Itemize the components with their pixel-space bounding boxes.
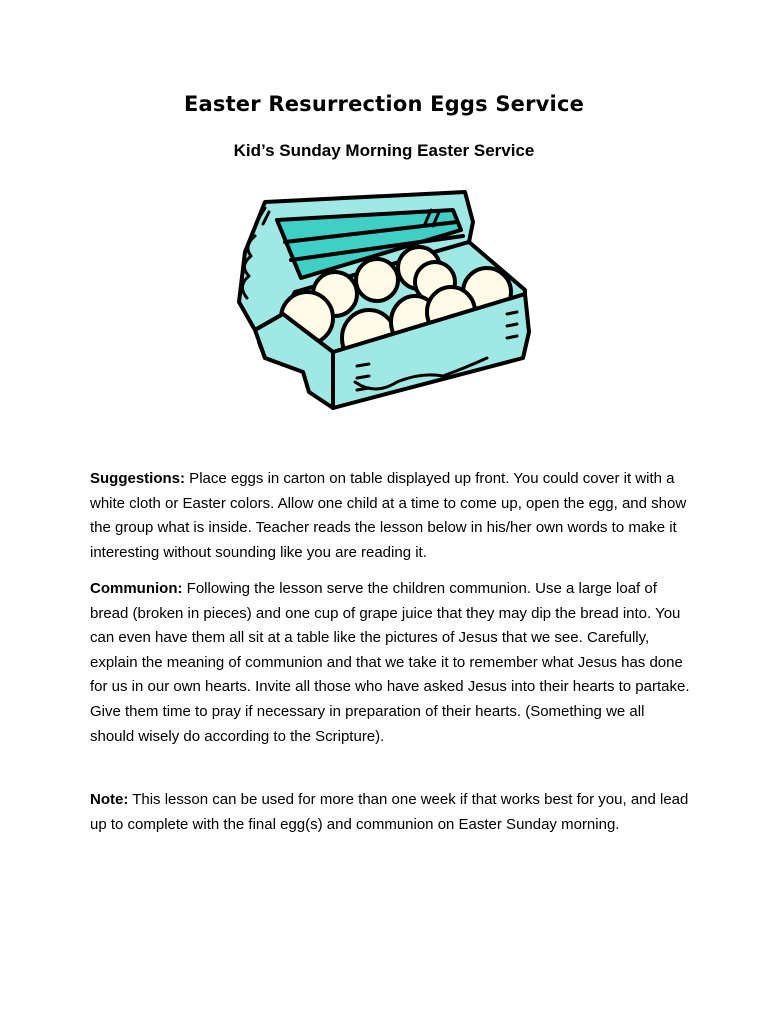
paragraph-label: Note:: [90, 791, 129, 808]
document-subtitle: Kid’s Sunday Morning Easter Service: [233, 141, 535, 160]
paragraph-communion: [90, 577, 690, 749]
paragraph-label: Suggestions:: [90, 470, 186, 487]
egg-carton-icon: [225, 182, 545, 414]
paragraph-text: This lesson can be used for more than one week if that works best for you, and lead up to complete with the final egg(s) and communion on Easter Sunday morning.: [90, 791, 689, 833]
paragraph-text: Place eggs in carton on table displayed up front. You could cover it with a white cloth or Easter colors. Allow one child at a time to come up, open the egg, and show the group what is inside. Teacher reads the lesson below in his/her own words to make it interesting without sounding like you are reading it.: [90, 470, 687, 561]
paragraph-suggestions: [90, 467, 690, 565]
paragraph-label: Communion:: [90, 580, 183, 597]
paragraph-note: [90, 788, 690, 837]
paragraph-text: Following the lesson serve the children communion. Use a large loaf of bread (broken in pieces) and one cup of grape juice that they may dip the bread into. You can even have them all sit at a table like the pictures of Jesus that we see. Carefully, explain the meaning of communion and that we take it to remember what Jesus has done for us in our own hearts. Invite all those who have asked Jesus into their hearts to partake. Give them time to pray if necessary in preparation of their hearts. (Something we all should wisely do according to the Scripture).: [90, 580, 690, 745]
document-title: Easter Resurrection Eggs Service: [183, 92, 585, 116]
